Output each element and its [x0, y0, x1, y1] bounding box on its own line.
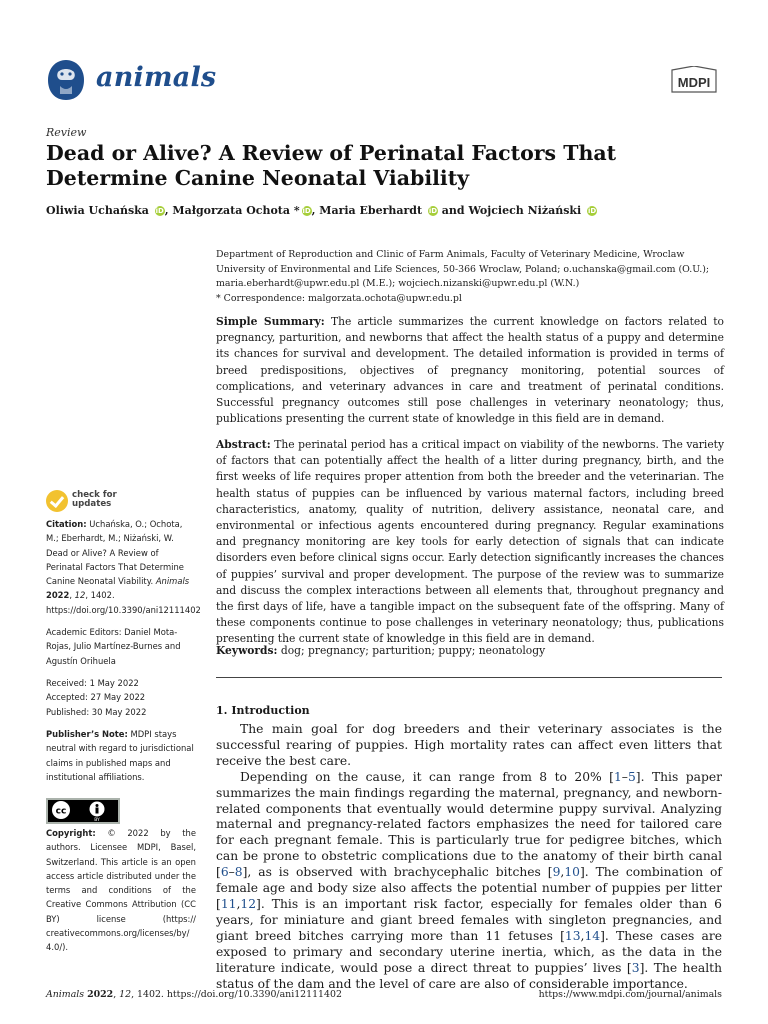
abstract-text: The perinatal period has a critical impact on viability of the newborns. The variety of factors that can potentially affect the health of a litter during pregnancy, birth, and the first weeks of life requires proper attention from both the breeder and the veterinarian. The health status of puppies can be influenced by various maternal factors, including breed characteristics, anatomy, quality of nutrition, delivery assistance, neonatal care, and environmental or infectious agents encountered during pregnancy. Regular examinations and pregnancy monitoring are key tools for early detection of signals that can indicate disorders even before clinical signs occur. Early detection significantly increases the chances of puppies’ survival and proper development. The purpose of the review was to summarize and discuss the complex interactions between all elements that, throughout pregnancy and the first days of life, have a tangible impact on the subsequent fate of the offspring. Many of these components continue to pose challenges in veterinary neonatology; thus, publications presenting the current state of knowledge in this field are in demand. — [216, 438, 724, 646]
note-text: MDPI stays neutral with regard to jurisdictional claims in published maps and institutional affiliations. — [46, 729, 194, 782]
svg-text:cc: cc — [55, 806, 67, 817]
abstract — [216, 437, 724, 648]
journal-name: animals — [96, 62, 217, 93]
citation-doi[interactable]: , 1402. https://doi.org/10.3390/ani12111402 — [46, 590, 201, 615]
publishers-note — [46, 727, 196, 784]
article-title: Dead or Alive? A Review of Perinatal Factors That Determine Canine Neonatal Viability — [46, 141, 617, 190]
orcid-icon[interactable]: iD — [428, 207, 438, 215]
citation-link[interactable]: 12 — [240, 896, 257, 911]
orcid-icon[interactable]: iD — [302, 207, 311, 215]
mdpi-logo — [666, 66, 722, 96]
copyright-block — [46, 826, 196, 955]
citation-link[interactable]: 13 — [564, 928, 581, 943]
citation-link[interactable]: 14 — [584, 928, 601, 943]
copyright-text: © 2022 by the authors. Licensee MDPI, Basel, Switzerland. This article is an open access article distributed under the terms and conditions of the Creative Commons Attribution (CC BY) license (https:// creativecommons.org/licenses/by/ 4.0/). — [46, 828, 196, 953]
affiliation-line: Department of Reproduction and Clinic of Farm Animals, Faculty of Veterinary Medicine, Wroclaw University of Environmental and Life Sciences, 50-366 Wroclaw, Poland; o.uchanska@gmail.com (O.U.); — [216, 249, 710, 275]
author-name[interactable]: Wojciech Niżański — [468, 204, 582, 217]
footer-doi-link[interactable]: , 1402. https://doi.org/10.3390/ani12111402 — [131, 989, 342, 1000]
citation-link[interactable]: 10 — [564, 865, 580, 880]
citation-journal: Animals — [155, 576, 190, 587]
keywords-text: dog; pregnancy; parturition; puppy; neonatology — [280, 644, 546, 657]
summary-label: Simple Summary: — [216, 315, 325, 328]
citation-link[interactable]: 8 — [234, 865, 243, 880]
date-accepted: Accepted: 27 May 2022 — [46, 692, 146, 703]
orcid-icon[interactable]: iD — [587, 207, 597, 215]
check-for-updates-button[interactable] — [46, 489, 176, 515]
date-published: Published: 30 May 2022 — [46, 706, 147, 717]
check-line: updates — [72, 499, 112, 510]
author-name[interactable]: Oliwia Uchańska — [46, 204, 149, 217]
gorilla-logo-icon — [46, 58, 86, 102]
citation-block: Citation: Uchańska, O.; Ochota, M.; Eberhardt, M.; Niżański, W. Dead or Alive? A Review of Perinatal Factors That Determine Canine Neonatal Viability. Animals 2022, 12, 1402. https://doi.org/10.3390/ani12111402 — [46, 519, 201, 615]
paragraph: The main goal for dog breeders and their veterinary associates is the successful rearing of puppies. High mortality rates can affect even litters that receive the best care. — [216, 722, 722, 768]
footer-citation: Animals 2022, 12, 1402. https://doi.org/10.3390/ani12111402 — [46, 989, 342, 1000]
checkmark-icon — [46, 490, 68, 512]
keywords-label: Keywords: — [216, 644, 278, 657]
academic-editors: Academic Editors: Daniel Mota-Rojas, Julio Martínez-Burnes and Agustín Orihuela — [46, 627, 181, 666]
check-line: check for — [72, 490, 117, 500]
copyright-label: Copyright: — [46, 828, 96, 838]
correspondence: * Correspondence: malgorzata.ochota@upwr.edu.pl — [216, 292, 462, 304]
simple-summary — [216, 314, 724, 427]
journal-header — [46, 58, 722, 102]
author-name[interactable]: Małgorzata Ochota * — [172, 204, 300, 217]
citation-link[interactable]: 11 — [220, 896, 237, 911]
svg-text:MDPI: MDPI — [677, 75, 711, 90]
note-label: Publisher’s Note: — [46, 729, 128, 739]
keywords — [216, 644, 724, 657]
introduction-body — [216, 722, 722, 992]
section-heading: 1. Introduction — [216, 704, 310, 717]
citation-link[interactable]: 6 — [220, 865, 229, 880]
affiliations — [216, 248, 726, 306]
section-divider — [216, 677, 722, 678]
date-received: Received: 1 May 2022 — [46, 678, 139, 688]
citation-year: 2022 — [46, 590, 70, 601]
citation-label: Citation: — [46, 519, 87, 529]
citation-text: Uchańska, O.; Ochota, M.; Eberhardt, M.; Niżański, W. Dead or Alive? A Review of Perinatal Factors That Determine Canine Neonatal Viability. — [46, 519, 184, 587]
author-name[interactable]: Maria Eberhardt — [319, 204, 423, 217]
orcid-icon[interactable]: iD — [155, 207, 164, 215]
author-and: and — [441, 204, 465, 217]
affiliation-line: maria.eberhardt@upwr.edu.pl (M.E.); wojciech.nizanski@upwr.edu.pl (W.N.) — [216, 278, 580, 289]
publication-dates — [46, 676, 196, 719]
paragraph: Depending on the cause, it can range from 8 to 20% [1–5]. This paper summarizes the main findings regarding the maternal, pregnancy, and newborn-related components that eventually would determine puppy survival. Analyzing maternal and pregnancy-related factors emphasizes the need for tailored care for each pregnant female. This is particularly true for pedigree bitches, which can be prone to obstetric complications due to the anatomy of their birth canal [6–8], as is observed with brachycephalic bitches [9,10]. The combination of female age and body size also affects the potential number of puppies per litter [11,12]. This is an important risk factor, especially for females older than 6 years, for miniature and giant breed females with singleton pregnancies, and giant breed bitches carrying more than 11 fetuses [13,14]. These cases are exposed to primary and secondary uterine inertia, which, as the data in the literature indicate, would pose a direct threat to puppies’ lives [3]. The health status of the dam and the level of care are also of considerable importance. — [216, 769, 722, 991]
citation-link[interactable]: 1 — [613, 769, 622, 784]
author-list: Oliwia Uchańska iD, Małgorzata Ochota * iD, Maria Eberhardt iD and Wojciech Niżański iD — [46, 204, 597, 217]
citation-volume: 12 — [74, 590, 86, 601]
citation-link[interactable]: 5 — [627, 769, 636, 784]
summary-text: The article summarizes the current knowledge on factors related to pregnancy, parturition, and newborns that affect the health status of a puppy and determine its chances for survival and development. The detailed information is provided in terms of breed predispositions, objectives of pregnancy monitoring, potential sources of complications, and veterinary advances in care and treatment of perinatal conditions. Successful pregnancy outcomes still pose challenges in veterinary neonatology; thus, publications presenting the current state of knowledge in this field are in demand. — [216, 315, 724, 426]
citation-link[interactable]: 9 — [552, 865, 561, 880]
article-type: Review — [46, 126, 87, 139]
footer-journal-url[interactable]: https://www.mdpi.com/journal/animals — [538, 989, 722, 1000]
abstract-label: Abstract: — [216, 438, 271, 451]
cc-by-license-icon[interactable] — [46, 798, 120, 824]
citation-link[interactable]: 3 — [631, 960, 640, 975]
svg-text:BY: BY — [94, 818, 100, 823]
